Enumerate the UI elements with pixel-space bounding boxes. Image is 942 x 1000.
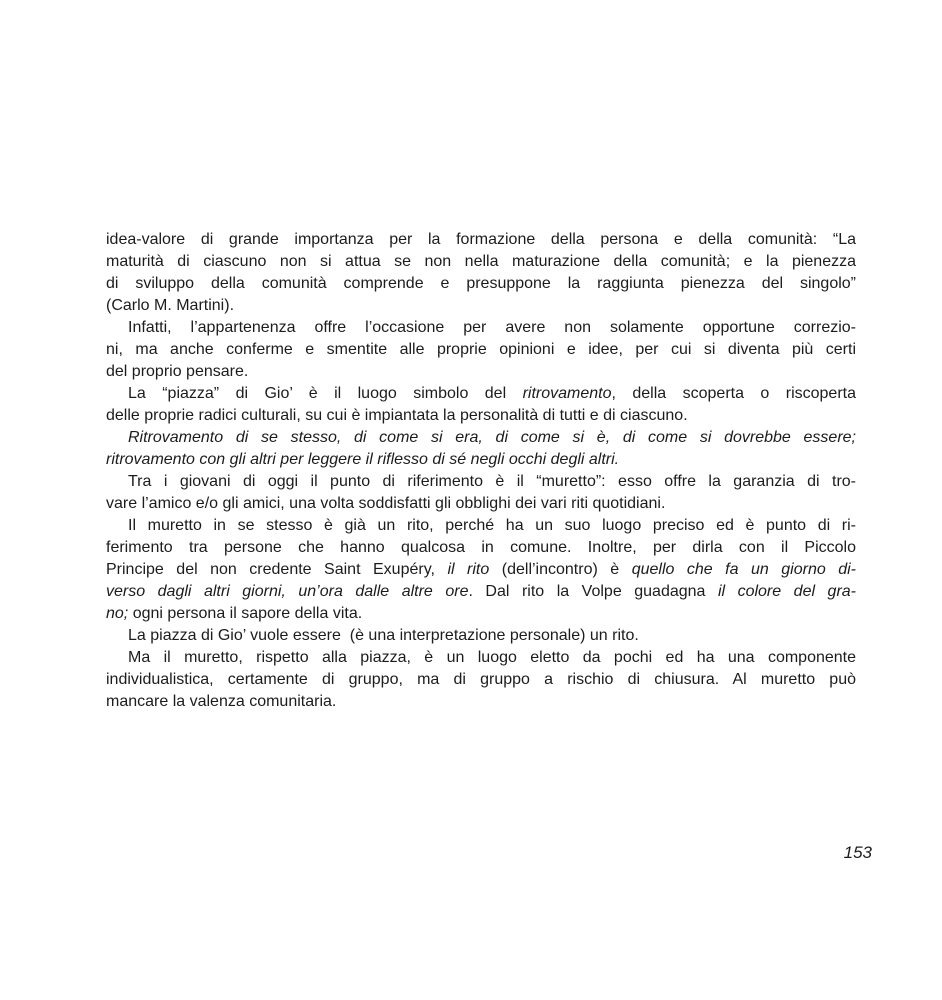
italic-text-segment: Ritrovamento di se stesso, di come si era, di come si è, di come si dovrebbe essere; (128, 429, 856, 446)
text-line (106, 273, 856, 295)
text-line (106, 625, 856, 647)
text-segment: Ma il muretto, rispetto alla piazza, è un luogo eletto da pochi ed ha una componente (128, 649, 856, 666)
text-line (106, 361, 856, 383)
text-segment: idea-valore di grande importanza per la formazione della persona e della comunità: “La (106, 231, 856, 248)
paragraph (106, 427, 856, 471)
paragraph (106, 229, 856, 317)
text-segment: di sviluppo della comunità comprende e presuppone la raggiunta pienezza del singolo” (106, 275, 856, 292)
text-segment: . Dal rito la Volpe guadagna (468, 583, 718, 600)
text-segment: Tra i giovani di oggi il punto di riferimento è il “muretto”: esso offre la garanzia di tro- (128, 473, 856, 490)
text-line (106, 383, 856, 405)
text-segment: delle proprie radici culturali, su cui è impiantata la personalità di tutti e di ciascuno. (106, 407, 688, 424)
italic-text-segment: ritrovamento con gli altri per leggere il riflesso di sé negli occhi degli altri. (106, 451, 620, 468)
text-segment: mancare la valenza comunitaria. (106, 693, 337, 710)
text-line (106, 295, 856, 317)
italic-text-segment: il colore del gra- (717, 583, 857, 600)
body-text (106, 229, 856, 713)
text-segment: vare l’amico e/o gli amici, una volta soddisfatti gli obblighi dei vari riti quotidiani. (106, 495, 666, 512)
page-number: 153 (843, 843, 872, 862)
text-segment: , della scoperta o riscoperta (611, 385, 857, 402)
text-line (106, 515, 856, 537)
italic-text-segment: quello che fa un giorno di- (631, 561, 857, 578)
text-line (106, 537, 856, 559)
paragraph (106, 515, 856, 625)
text-line (106, 493, 856, 515)
italic-text-segment: ritrovamento (522, 385, 612, 402)
text-segment: La “piazza” di Gio’ è il luogo simbolo del (128, 385, 523, 402)
text-line (106, 449, 856, 471)
text-line (106, 317, 856, 339)
italic-text-segment: verso dagli altri giorni, un’ora dalle altre ore (106, 583, 469, 600)
paragraph (106, 647, 856, 713)
text-line (106, 669, 856, 691)
text-segment: ferimento tra persone che hanno qualcosa in comune. Inoltre, per dirla con il Piccolo (106, 539, 856, 556)
text-segment: Principe del non credente Saint Exupéry, (106, 561, 448, 578)
italic-text-segment: no; (106, 605, 129, 622)
paragraph (106, 383, 856, 427)
text-line (106, 339, 856, 361)
text-line (106, 603, 856, 625)
text-segment: maturità di ciascuno non si attua se non nella maturazione della comunità; e la pienezza (106, 253, 856, 270)
text-line (106, 691, 856, 713)
text-segment: La piazza di Gio’ vuole essere (è una interpretazione personale) un rito. (128, 627, 639, 644)
text-line (106, 251, 856, 273)
text-line (106, 405, 856, 427)
italic-text-segment: il rito (447, 561, 490, 578)
paragraph (106, 625, 856, 647)
paragraph (106, 471, 856, 515)
text-segment: individualistica, certamente di gruppo, ma di gruppo a rischio di chiusura. Al muretto può (106, 671, 856, 688)
text-line (106, 647, 856, 669)
text-line (106, 427, 856, 449)
paragraph (106, 317, 856, 383)
text-line (106, 229, 856, 251)
text-segment: ni, ma anche conferme e smentite alle proprie opinioni e idee, per cui si diventa più certi (106, 341, 856, 358)
text-segment: Il muretto in se stesso è già un rito, perché ha un suo luogo preciso ed è punto di ri- (128, 517, 856, 534)
text-line (106, 559, 856, 581)
text-line (106, 581, 856, 603)
text-segment: (dell’incontro) è (489, 561, 632, 578)
text-segment: ogni persona il sapore della vita. (128, 605, 363, 622)
text-line (106, 471, 856, 493)
text-segment: del proprio pensare. (106, 363, 249, 380)
text-segment: Infatti, l’appartenenza offre l’occasione per avere non solamente opportune correzio- (128, 319, 856, 336)
text-segment: (Carlo M. Martini). (106, 297, 235, 314)
